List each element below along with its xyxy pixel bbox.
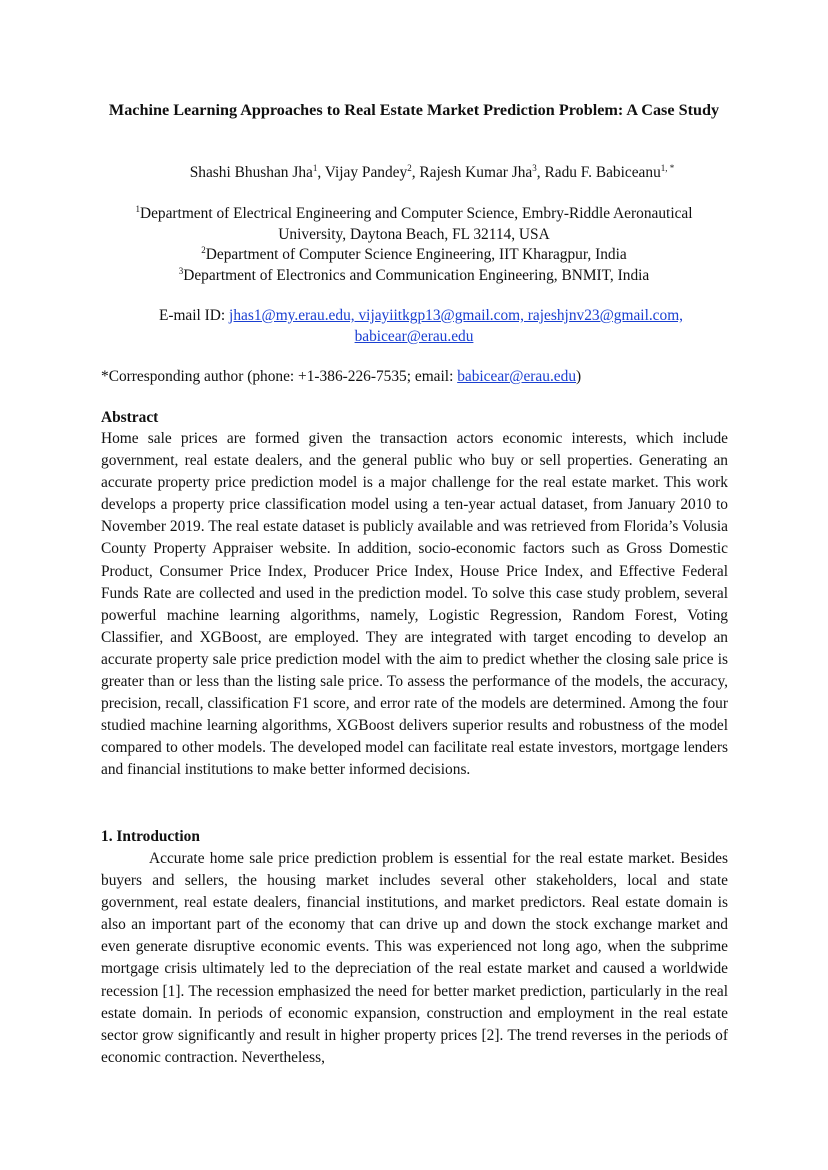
corresponding-text: *Corresponding author (phone: +1-386-226-7535; email:: [101, 368, 458, 385]
author-name: Radu F. Babiceanu: [544, 164, 661, 181]
author-mark: 1, *: [660, 163, 675, 173]
email-line: [100, 306, 728, 327]
email-link[interactable]: babicear@erau.edu: [354, 328, 474, 345]
affiliation-3: [100, 266, 728, 287]
abstract-paragraph: Home sale prices are formed given the transaction actors economic interests, which include government, real estate dealers, and the general public who buy or sell properties. Generating an accurate property price prediction model is a major challenge for the real estate market. This work develops a property price classification model using a ten-year actual dataset, from January 2010 to November 2019. The real estate dataset is publicly available and was retrieved from Florida’s Volusia County Property Appraiser website. In addition, socio-economic factors such as Gross Domestic Product, Consumer Price Index, Producer Price Index, House Price Index, and Effective Federal Funds Rate are collected and used in the prediction model. To solve this case study problem, several powerful machine learning algorithms, namely, Logistic Regression, Random Forest, Voting Classifier, and XGBoost, are employed. They are integrated with target encoding to develop an accurate property sale price prediction model with the aim to predict whether the closing sale price is greater than or less than the listing sale price. To assess the performance of the models, the accuracy, precision, recall, classification F1 score, and error rate of the models are determined. Among the four studied machine learning algorithms, XGBoost delivers superior results and robustness of the model compared to other models. The developed model can facilitate real estate investors, mortgage lenders and financial institutions to make better informed decisions.: [101, 430, 728, 779]
section-heading: 1. Introduction: [101, 828, 200, 845]
email-line-2: [100, 327, 728, 348]
author-mark: 2: [407, 163, 412, 173]
affiliation-text: Department of Electrical Engineering and Computer Science, Embry-Riddle Aeronautical: [139, 205, 693, 222]
author-mark: 1: [312, 163, 318, 173]
affiliation-1: [100, 204, 728, 225]
corresponding-author: [101, 367, 581, 387]
affiliation-mark: 2: [201, 245, 206, 255]
author-name: Vijay Pandey: [324, 164, 408, 181]
author-name: Rajesh Kumar Jha: [419, 164, 533, 181]
author-mark: 3: [532, 163, 537, 173]
author-name: Shashi Bhushan Jha: [189, 164, 313, 181]
email-links[interactable]: jhas1@my.erau.edu, vijayiitkgp13@gmail.com, rajeshjnv23@gmail.com,: [229, 307, 684, 324]
affiliation-1-cont: [100, 225, 728, 246]
corresponding-close: ): [576, 368, 582, 385]
affiliation-mark: 3: [178, 266, 184, 276]
paper-title: Machine Learning Approaches to Real Estate Market Prediction Problem: A Case Study: [108, 101, 720, 119]
email-label: E-mail ID:: [158, 307, 226, 324]
corresponding-email-link[interactable]: babicear@erau.edu: [457, 368, 577, 385]
intro-paragraph: Accurate home sale price prediction problem is essential for the real estate market. Besides buyers and sellers, the housing market includes several other stakeholders, local and state government, real estate dealers, financial institutions, and market predictors. Real estate domain is also an important part of the economy that can drive up and down the stock exchange market and even generate disruptive economic events. This was experienced not long ago, when the subprime mortgage crisis ultimately led to the depreciation of the real estate market and caused a worldwide recession [1]. The recession emphasized the need for better market prediction, particularly in the real estate domain. In periods of economic expansion, construction and employment in the real estate sector grow significantly and result in higher property prices [2]. The trend reverses in the periods of economic contraction. Nevertheless,: [101, 850, 728, 1066]
affiliation-text: Department of Electronics and Communication Engineering, BNMIT, India: [183, 267, 650, 284]
author-list: Shashi Bhushan Jha$^1$, Vijay Pandey$^2$, Rajesh Kumar Jha$^3$, Radu F. Babiceanu$^{1, *}$: [189, 163, 675, 181]
affiliation-2: [100, 245, 728, 266]
affiliation-mark: 1: [135, 204, 140, 214]
abstract-heading: Abstract: [101, 409, 159, 426]
affiliation-text: University, Daytona Beach, FL 32114, USA: [278, 226, 550, 243]
affiliation-text: Department of Computer Science Engineering, IIT Kharagpur, India: [205, 246, 627, 263]
